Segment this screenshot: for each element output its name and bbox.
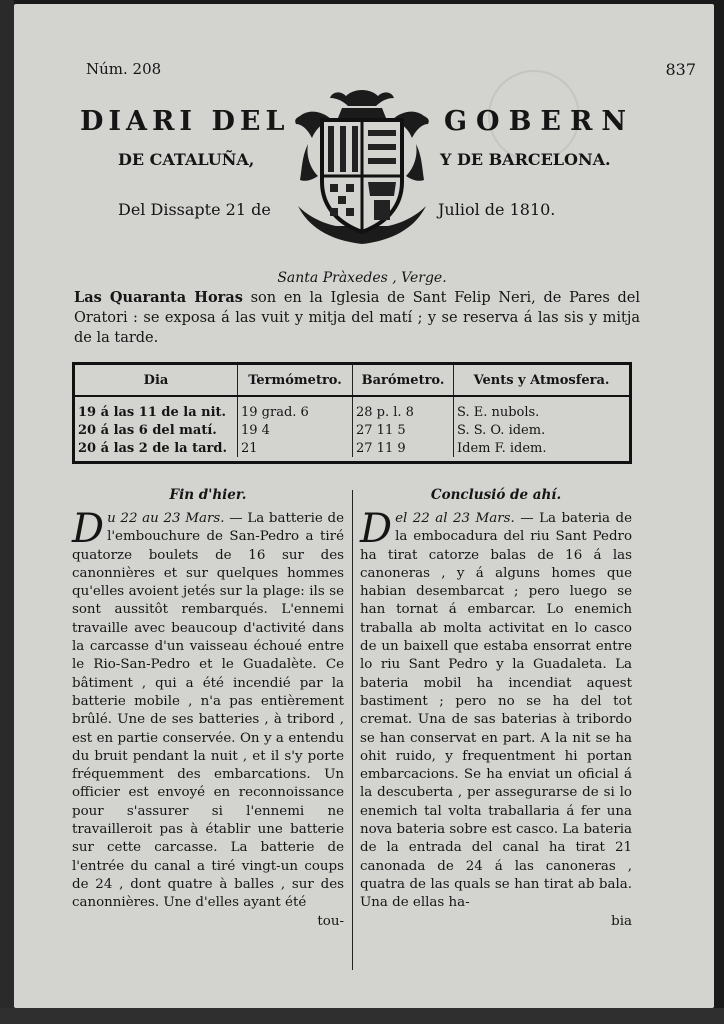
catchword: tou- bbox=[317, 913, 344, 929]
cell-day: 20 á las 2 de la tard. bbox=[75, 439, 238, 457]
issue-date-right: Juliol de 1810. bbox=[438, 200, 556, 219]
notice-text: son en la Iglesia de Sant Felip Neri, de Pares del Oratori : se exposa á las vuit y mitja del matí ; y se reserva á las sis y mitja de la tarde. bbox=[74, 290, 640, 346]
column-divider bbox=[352, 490, 353, 970]
cell-thermometer: 19 4 bbox=[238, 421, 353, 439]
saint-of-the-day: Santa Pràxedes , Verge. bbox=[277, 270, 447, 286]
masthead-subtitle-left: DE CATALUÑA, bbox=[118, 150, 255, 169]
page-bottom-edge bbox=[0, 1008, 724, 1024]
page-number: 837 bbox=[665, 60, 696, 79]
article-text: — La batterie de l'embouchure de San-Pedro a tiré quatorze boulets de 16 sur des canonnières et sur quelques hommes qu'elles avoient jetés sur la plage: ils se sont aussitôt rembarqués. L'ennemi travaille avec beaucoup d'activité dans la carcasse d'un vaisseau échoué entre le Rio-San-Pedro et le Guadalète. Ce bâtiment , qui a été incendié par la batterie mobile , n'a pas entièrement brûlé. Une de ses batteries , à tribord , est en partie conservée. On y a entendu du bruit pendant la nuit , et il s'y porte fréquemment des embarcations. Un officier est envoyé en reconnoissance pour s'assurer si l'ennemi ne travailleroit pas à établir une batterie sur cette carcasse. La batterie de l'entrée du canal a tiré vingt-un coups de 24 , dont quatre à balles , sur des canonnières. Une d'elles ayant été bbox=[72, 511, 344, 911]
article-text: — La bateria de la embocadura del riu Sant Pedro ha tirat catorze balas de 16 á las canoneras , y á alguns homes que habian desembarcat ; pero luego se han tornat á embarcar. Lo enemich traballa ab molta activitat en lo casco de un baixell que estaba ensorrat entre lo riu Sant Pedro y la Guadaleta. La bateria mobil ha incendiat aquest bastiment ; pero no se ha del tot cremat. Una de sas baterias à tribordo se han conservat en part. A la nit se ha ohit ruido, y frequentment hi portan embarcacions. Se ha enviat un oficial á la descuberta , per assegurarse de si lo enemich tal volta traballaria á fer una nova bateria sobre est casco. La bateria de la entrada del canal ha tirat 21 canonada de 24 á las canoneras , quatra de las quals se han tirat ab bala. Una de ellas ha- bbox=[360, 511, 632, 911]
coat-of-arms-icon bbox=[288, 86, 436, 248]
table-row bbox=[75, 421, 629, 439]
book-binding-edge bbox=[0, 0, 14, 1024]
cell-winds: Idem F. idem. bbox=[457, 440, 547, 456]
header-barometer: Barómetro. bbox=[353, 365, 454, 396]
cell-thermometer: 19 grad. 6 bbox=[238, 396, 353, 421]
cell-day: 20 á las 6 del matí. bbox=[75, 421, 238, 439]
article-dateline: u 22 au 23 Mars. bbox=[107, 511, 225, 526]
cell-barometer: 27 11 5 bbox=[353, 421, 454, 439]
french-column bbox=[72, 486, 344, 931]
cell-barometer: 28 p. l. 8 bbox=[353, 396, 454, 421]
notice-lead: Las Quaranta Horas bbox=[74, 289, 243, 306]
cell-thermometer: 21 bbox=[238, 439, 353, 457]
table-row bbox=[75, 439, 629, 457]
cell-barometer: 27 11 9 bbox=[353, 439, 454, 457]
masthead-title-left: DIARI DEL bbox=[80, 106, 290, 137]
header-winds: Vents y Atmosfera. bbox=[454, 365, 630, 396]
catalan-column-heading: Conclusió de ahí. bbox=[430, 487, 562, 503]
french-column-body bbox=[72, 506, 344, 913]
issue-number: Núm. 208 bbox=[86, 60, 162, 78]
catchword: bia bbox=[611, 913, 632, 929]
dropcap: D bbox=[360, 506, 393, 552]
header-thermometer: Termómetro. bbox=[238, 365, 353, 396]
french-column-heading: Fin d'hier. bbox=[169, 487, 247, 503]
weather-table bbox=[72, 362, 632, 464]
catalan-column bbox=[360, 486, 632, 931]
issue-date-left: Del Dissapte 21 de bbox=[118, 200, 271, 219]
cell-winds: S. S. O. idem. bbox=[457, 422, 546, 438]
catalan-column-body bbox=[360, 506, 632, 913]
religious-notice bbox=[74, 288, 640, 348]
table-row bbox=[75, 396, 629, 421]
header-day: Dia bbox=[75, 365, 238, 396]
cell-day: 19 á las 11 de la nit. bbox=[75, 396, 238, 421]
masthead-subtitle-right: Y DE BARCELONA. bbox=[440, 150, 611, 169]
dropcap: D bbox=[72, 506, 105, 552]
article-dateline: el 22 al 23 Mars. bbox=[395, 511, 515, 526]
masthead-title-right: GOBERN bbox=[444, 106, 636, 137]
cell-winds: S. E. nubols. bbox=[457, 404, 540, 420]
